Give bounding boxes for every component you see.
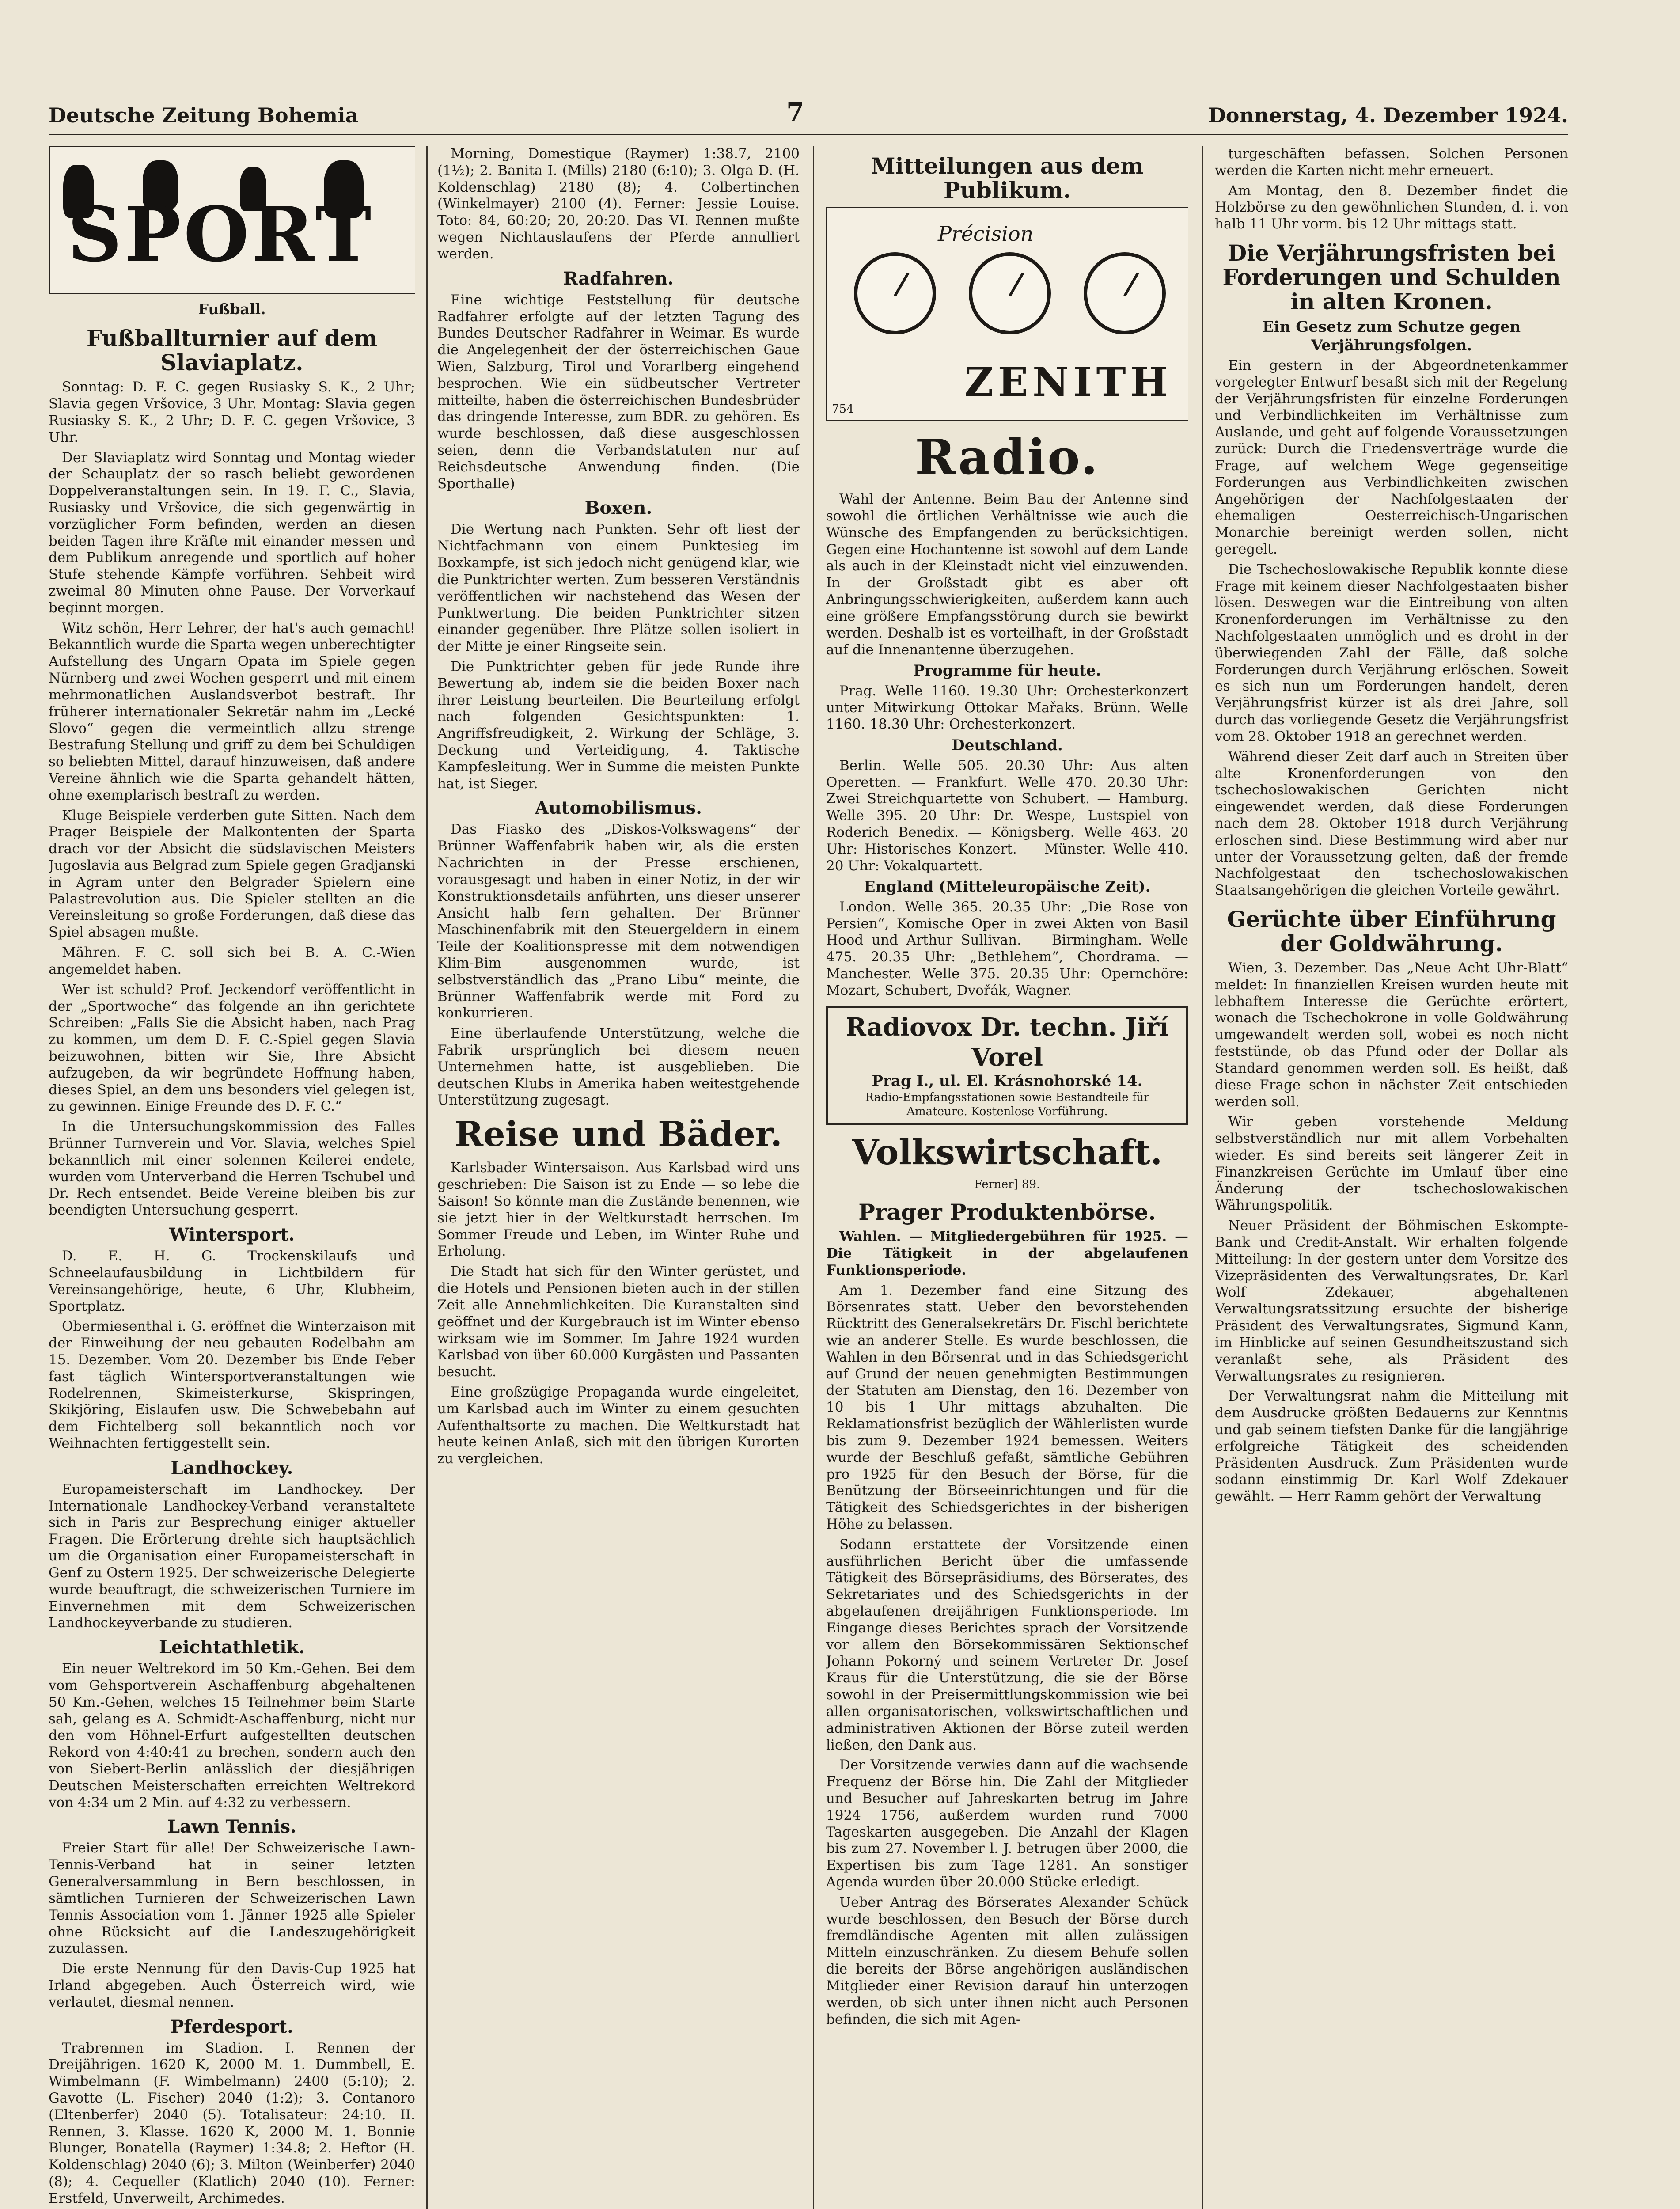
article-paragraph: Morning, Domestique (Raymer) 1:38.7, 2100 (1½); 2. Banita I. (Mills) 2180 (6:10); 3. Olga D. (H. Koldenschlag) 2180 (8); 4. Colbertinchen (Winkelmayer) 2100 (4). Ferner: Jessie Louise. Toto: 84, 60:20; 20, 20:20. Das VI. Rennen mußte wegen Nichtauslaufens der Pferde annulliert werden. [437, 146, 800, 262]
article-paragraph: Neuer Präsident der Böhmischen Eskompte-Bank und Credit-Anstalt. Wir erhalten folgende Mitteilung: In der gestern unter dem Vorsitze des Vizepräsidenten des Verwaltungsrates, Dr. Karl Wolf Zdekauer, abgehaltenen Verwaltungsratssitzung ersuchte der bisherige Präsident des Verwaltungsrates, Sigmund Kann, im Hinblicke auf seinen Gesundheitszustand sich veranlaßt sehe, als Präsident des Verwaltungsrates zu resignieren. [1215, 1218, 1568, 1384]
section-heading: Fußball. [198, 300, 266, 318]
article-paragraph: Ueber Antrag des Börserates Alexander Schück wurde beschlossen, den Besuch der Börse durch fremdländische Agenten mit allen zulässigen Mitteln einzuschränken. Zu diesem Behufe sollen die bereits der Börse angehörigen ausländischen Mitglieder einer Revision darauf hin unterzogen werden, ob sich unter ihnen nicht auch Personen befinden, die sich mit Agen- [826, 1894, 1188, 2027]
subheading: Ein Gesetz zum Schutze gegen Verjährungsfolgen. [1262, 318, 1521, 354]
article-paragraph: Freier Start für alle! Der Schweizerische Lawn-Tennis-Verband hat in seiner letzten Generalversammlung in Bern beschlossen, in sämtlichen Turnieren der Schweizerischen Lawn Tennis Association vom 1. Jänner 1925 alle Spieler ohne Rücksicht auf die Landeszugehörigkeit zuzulassen. [49, 1840, 415, 1957]
ad-title: Radiovox Dr. techn. Jiří Vorel [846, 1012, 1169, 1072]
article-headline: Fußballturnier auf dem Slaviaplatz. [86, 325, 378, 376]
article-paragraph: Karlsbader Wintersaison. Aus Karlsbad wird uns geschrieben: Die Saison ist zu Ende — so lebe die Saison! So könnte man die Zustände benennen, wie sie jetzt hier in der Weltkurstadt herrschen. Im Sommer Freude und Leben, im Winter Ruhe und Erholung. [437, 1160, 800, 1260]
article-headline: Gerüchte über Einführung der Goldwährung. [1227, 906, 1556, 956]
article-paragraph: Eine wichtige Feststellung für deutsche Radfahrer erfolgte auf der letzten Tagung des Bundes Deutscher Radfahrer in Weimar. Es wurde die Angelegenheit der der österreichischen Gaue Wien, Salzburg, Tirol und Vorarlberg eingehend besprochen. Wie ein südbeutscher Vertreter mitteilte, haben die österreichischen Bundesbrüder das dringende Interesse, zum BDR. zu gehören. Es wurde beschlossen, daß diese ausgeschlossen seien, denn die Verbandstatuten nur auf Reichsdeutsche Anwendung finden. (Die Sporthalle) [437, 292, 800, 492]
column-sport [49, 146, 415, 2209]
article-paragraph: Berlin. Welle 505. 20.30 Uhr: Aus alten Operetten. — Frankfurt. Welle 470. 20.30 Uhr: Zwei Streichquartette von Schubert. — Hamburg. Welle 395. 20 Uhr: Dr. Wespe, Lustspiel von Roderich Benedix. — Königsberg. Welle 463. 20 Uhr: Historisches Konzert. — Münster. Welle 410. 20 Uhr: Vokalquartett. [826, 757, 1188, 874]
article-paragraph: Am 1. Dezember fand eine Sitzung des Börsenrates statt. Ueber den bevorstehenden Rücktritt des Generalsekretärs Dr. Fischl berichtete wie an anderer Stelle. Es wurde beschlossen, die Wahlen in den Börsenrat und in das Schiedsgericht auf Grund der neuen genehmigten Bestimmungen der Statuten am Dienstag, den 16. Dezember von 10 bis 1 Uhr mittags abzuhalten. Die Reklamationsfrist bezüglich der Wählerlisten wurde bis zum 9. Dezember 1924 bemessen. Weiters wurde der Beschluß gefaßt, sämtliche Gebühren pro 1925 für den Besuch der Börse, für die Benützung der Börseeinrichtungen und für die Tätigkeit des Schiedsgerichtes in der bisherigen Höhe zu belassen. [826, 1282, 1188, 1532]
article-paragraph: Sonntag: D. F. C. gegen Rusiasky S. K., 2 Uhr; Slavia gegen Vršovice, 3 Uhr. Montag: Slavia gegen Rusiasky S. K., 2 Uhr; D. F. C. gegen Vršovice, 3 Uhr. [49, 379, 415, 445]
ad-number: 754 [832, 402, 854, 416]
article-paragraph: Während dieser Zeit darf auch in Streiten über alte Kronenforderungen von den tschechoslowakischen Gerichten nicht eingewendet werden, daß diese Forderungen nach dem 28. Oktober 1918 durch Verjährung erloschen sind. Diese Bestimmung wird aber nur unter der Voraussetzung gelten, daß der fremde Nachfolgestaat den tschechoslowakischen Staatsangehörigen die gleichen Vorteile gewährt. [1215, 748, 1568, 899]
watch-icon [1084, 252, 1166, 334]
ad-precision-label: Précision [938, 222, 1034, 246]
article-paragraph: Trabrennen im Stadion. I. Rennen der Dreijährigen. 1620 K, 2000 M. 1. Dummbell, E. Wimbelmann (F. Wimbelmann) 2400 (5:10); 2. Gavotte (L. Fischer) 2040 (1:2); 3. Contanoro (Eltenberfer) 2040 (5). Totalisateur: 24:10. II. Rennen, 3. Klasse. 1620 K, 2000 M. 1. Bonnie Blunger, Bonatella (Raymer) 1:34.8; 2. Heftor (H. Koldenschlag) 2040 (6); 3. Milton (Weinberfer) 2040 (8); 4. Cequeller (Klatlich) 2040 (10). Ferner: Erstfeld, Unverweilt, Archimedes. [49, 2040, 415, 2206]
article-paragraph: Der Vorsitzende verwies dann auf die wachsende Frequenz der Börse hin. Die Zahl der Mitglieder und Besucher auf Jahreskarten betrug im Jahre 1924 1756, außerdem wurden rund 7000 Tageskarten ausgegeben. Die Anzahl der Klagen bis zum 27. November l. J. betrugen über 2000, die Expertisen bis zum Tage 1281. An sonstiger Agenda wurden über 20.000 Stücke erledigt. [826, 1757, 1188, 1890]
article-paragraph: Eine großzügige Propaganda wurde eingeleitet, um Karlsbad auch im Winter zu einem gesuchten Aufenthaltsorte zu machen. Die Weltkurstadt hat heute keinen Anlaß, sich mit den übrigen Kurorten zu vergleichen. [437, 1384, 800, 1467]
article-paragraph: Die Wertung nach Punkten. Sehr oft liest der Nichtfachmann von einem Punktesieg im Boxkampfe, ist sich jedoch nicht genügend klar, wie die Punktrichter werten. Zum besseren Verständnis veröffentlichen wir nachstehend das Wesen der Punktwertung. Die beiden Punktrichter sitzen einander gegenüber. Ihre Plätze sollen isoliert in der Mitte je einer Ringseite sein. [437, 521, 800, 655]
watch-icon [969, 252, 1051, 334]
sport-banner [49, 146, 415, 294]
article-paragraph: Sodann erstattete der Vorsitzende einen ausführlichen Bericht über die umfassende Tätigkeit des Börsepräsidiums, des Börserates, des Sekretariates und des Schiedsgerichts in der abgelaufenen dreijährigen Funktionsperiode. Im Eingange dieses Berichtes sprach der Vorsitzende vor allem den Börsekommissären Sektionschef Johann Pokorný und seinem Vertreter Dr. Josef Kraus für die Unterstützung, die sie der Börse sowohl in der Preisermittlungskommission wie bei allen organisatorischen, volkswirtschaftlichen und administrativen Aktionen der Börse zuteil werden ließen, den Dank aus. [826, 1536, 1188, 1753]
article-paragraph: In die Untersuchungskommission des Falles Brünner Turnverein und Vor. Slavia, welches Spiel bekanntlich mit einer solennen Keilerei endete, wurden vom Unterverband die Herren Tschubel und Dr. Rech entsendet. Beide Vereine bleiben bis zur beendigten Untersuchung gesperrt. [49, 1119, 415, 1218]
article-headline: Prager Produktenbörse. [858, 1199, 1156, 1226]
column-rule [426, 146, 428, 2209]
article-paragraph: turgeschäften befassen. Solchen Personen werden die Karten nicht mehr erneuert. [1215, 146, 1568, 178]
article-headline: Die Verjährungsfristen bei Forderungen und Schulden in alten Kronen. [1222, 240, 1561, 315]
ad-text: Radio-Empfangsstationen sowie Bestandteile für Amateure. Kostenlose Vorführung. [865, 1090, 1149, 1118]
article-paragraph: Kluge Beispiele verderben gute Sitten. Nach dem Prager Beispiele der Malkontenten der Sparta drach vor der Absicht die südslavischen Meisters Jugoslavia aus Belgrad zum Spiele gegen Gradjanski in Agram unter den Belgrader Spielern eine Palastrevolution aus. Die Spieler stellten an die Vereinsleitung so große Forderungen, daß diese das Spiel absagen mußte. [49, 807, 415, 941]
section-heading: Lawn Tennis. [167, 1816, 296, 1837]
article-paragraph: Die Tschechoslowakische Republik konnte diese Frage mit keinem dieser Nachfolgestaaten bisher lösen. Deswegen war die Eintreibung von alten Kronenforderungen im Verhältnisse zu den Nachfolgestaaten unmöglich und es droht in der überwiegenden Zahl der Fälle, daß solche Forderungen durch Verjährung erlöschen. Soweit es sich nun um Forderungen handelt, deren Verjährungsfrist kürzer ist als drei Jahre, soll durch das vorliegende Gesetz die Verjährungsfrist vom 28. Oktober 1918 an gerechnet werden. [1215, 561, 1568, 744]
article-paragraph: Wien, 3. Dezember. Das „Neue Acht Uhr-Blatt“ meldet: In finanziellen Kreisen wurden heute mit lebhaftem Interesse die Gerüchte erörtert, wonach die Tschechokrone in volle Goldwährung umgewandelt werden soll, wobei es noch nicht feststünde, ob das Pfund oder der Dollar als Standard genommen werden soll. Es heißt, daß diese Frage schon in nächster Zeit entschieden werden soll. [1215, 960, 1568, 1110]
article-paragraph: Europameisterschaft im Landhockey. Der Internationale Landhockey-Verband veranstaltete sich in Paris zur Besprechung einiger aktueller Fragen. Die Erörterung drehte sich hauptsächlich um die Organisation einer Europameisterschaft in Genf zu Ostern 1925. Der schweizerische Delegierte wurde beauftragt, die schweizerischen Turniere im Einvernehmen mit dem Schweizerischen Landhockeyverbande zu studieren. [49, 1481, 415, 1631]
article-paragraph: Wer ist schuld? Prof. Jeckendorf veröffentlicht in der „Sportwoche“ das folgende an ihn gerichtete Schreiben: „Falls Sie die Absicht haben, nach Prag zu kommen, um dem D. F. C.-Spiel gegen Slavia beizuwohnen, bitten wir Sie, Ihre Absicht aufzugeben, da wir begründete Hoffnung haben, dieses Spiel, an dem uns besonders viel gelegen ist, zu gewinnen. Einige Freunde des D. F. C.“ [49, 981, 415, 1115]
section-heading: Pferdesport. [171, 2016, 293, 2037]
article-paragraph: Das Fiasko des „Diskos-Volkswagens“ der Brünner Waffenfabrik haben wir, als die ersten Nachrichten in der Presse erschienen, vorausgesagt und haben in einer Notiz, in der wir Konstruktionsdetails anführten, uns dieser unserer Ansicht halb fern gehalten. Der Brünner Maschinenfabrik mit den Steuergeldern in einem Teile der Koalitionspresse mit dem notwendigen Klim-Bim ausgenommen wurde, ist selbstverständlich das „Prano Libu“ meinte, die Brünner Waffenfabrik werde mit Ford zu konkurrieren. [437, 821, 800, 1021]
subheading: Deutschland. [952, 736, 1063, 755]
article-paragraph: Mähren. F. C. soll sich bei B. A. C.-Wien angemeldet haben. [49, 945, 415, 977]
section-heading: Automobilismus. [535, 797, 702, 819]
article-paragraph: Die erste Nennung für den Davis-Cup 1925 hat Irland abgegeben. Auch Österreich wird, wie verlautet, diesmal nennen. [49, 1961, 415, 2010]
article-paragraph: Eine überlaufende Unterstützung, welche die Fabrik ursprünglich bei diesem neuen Unternehmen hatte, ist ausgeblieben. Die deutschen Klubs in Amerika haben weitestgehende Unterstützung zugesagt. [437, 1025, 800, 1108]
article-paragraph: Witz schön, Herr Lehrer, der hat's auch gemacht! Bekanntlich wurde die Sparta wegen unberechtigter Aufstellung des Ungarn Opata im Spiele gegen Nürnberg und zwei Wochen gesperrt und mit einem mehrmonatlichen Auslandsverbot bestraft. Ihr früherer internationaler Sekretär nahm im „Lecké Slovo“ gegen die vermeintlich allzu strenge Bestrafung Stellung und griff zu dem bei Schuldigen so beliebten Mittel, darauf hinzuweisen, daß andere Vereine ähnlich wie die Sparta gehandelt hätten, ohne exemplarisch bestraft zu werden. [49, 620, 415, 803]
newspaper-page [49, 97, 1568, 2209]
masthead [49, 97, 1568, 135]
ad-address: Prag I., ul. El. Krásnohorské 14. [872, 1072, 1143, 1090]
ad-brand-name: ZENITH [964, 359, 1172, 406]
subheading: Ferner] 89. [974, 1178, 1040, 1192]
column-sport-continued [437, 146, 800, 2209]
zenith-advertisement [826, 207, 1188, 421]
section-heading: Boxen. [584, 497, 652, 519]
article-lead: Wahlen. — Mitgliedergebühren für 1925. — Die Tätigkeit in der abgelaufenen Funktionsperiode. [826, 1229, 1188, 1278]
section-headline: Volkswirtschaft. [852, 1132, 1163, 1173]
article-headline: Radio. [915, 429, 1100, 486]
column-economy-continued [1215, 146, 1568, 2209]
section-heading: Radfahren. [563, 268, 674, 289]
section-heading: Landhockey. [171, 1457, 293, 1478]
paper-name: Deutsche Zeitung Bohemia [49, 103, 359, 127]
section-headline: Mitteilungen aus dem Publikum. [871, 153, 1144, 203]
radiovox-advertisement [826, 1006, 1188, 1126]
column-radio-economy [826, 146, 1188, 2209]
article-paragraph: Der Slaviaplatz wird Sonntag und Montag wieder der Schauplatz der so rasch beliebt gewordenen Doppelveranstaltungen sein. In 19. F. C., Slavia, Rusiasky und Vršovice, die sich gegenwärtig in vorzüglicher Form befinden, werden an diesen beiden Tagen ihre Kräfte mit einander messen und dem Publikum anregende und sportlich auf hoher Stufe stehende Kämpfe vorführen. Sehbeit wird zweimal 80 Minuten ohne Pause. Der Vorverkauf beginnt morgen. [49, 449, 415, 616]
article-paragraph: D. E. H. G. Trockenskilaufs und Schneelaufausbildung in Lichtbildern für Vereinsangehörige, heute, 6 Uhr, Klubheim, Sportplatz. [49, 1248, 415, 1314]
issue-date: Donnerstag, 4. Dezember 1924. [1208, 103, 1568, 127]
article-paragraph: Die Stadt hat sich für den Winter gerüstet, und die Hotels und Pensionen bieten auch in der stillen Zeit alle Annehmlichkeiten. Die Kuranstalten sind geöffnet und der Kurgebrauch ist im Winter ebenso wirksam wie im Sommer. Im Jahre 1924 wurden Karlsbad von über 60.000 Kurgästen und Passanten besucht. [437, 1264, 800, 1380]
article-paragraph: Wahl der Antenne. Beim Bau der Antenne sind sowohl die örtlichen Verhältnisse wie auch die Wünsche des Empfangenden zu berücksichtigen. Gegen eine Hochantenne ist sowohl auf dem Lande als auch in der Kleinstadt nicht viel einzuwenden. In der Großstadt gibt es aber oft Anbringungsschwierigkeiten, außerdem kann auch eine größere Empfangsstörung durch sie bewirkt werden. Deshalb ist es vorteilhaft, in der Großstadt auf die Innenantenne überzugehen. [826, 491, 1188, 658]
article-paragraph: Obermiesenthal i. G. eröffnet die Winterzaison mit der Einweihung der neu gebauten Rodelbahn am 15. Dezember. Vom 20. Dezember bis Ende Feber fast täglich Wintersportveranstaltungen wie Rodelrennen, Skimeisterkurse, Skispringen, Skikjöring, Eislaufen usw. Die Schwebebahn auf dem Fichtelberg soll bekanntlich noch vor Weihnachten fertiggestellt sein. [49, 1318, 415, 1451]
article-paragraph: Am Montag, den 8. Dezember findet die Holzbörse zu den gewöhnlichen Stunden, d. i. von halb 11 Uhr vorm. bis 12 Uhr mittags statt. [1215, 182, 1568, 232]
section-heading: Wintersport. [169, 1224, 295, 1245]
subheading: England (Mitteleuropäische Zeit). [864, 878, 1151, 896]
article-paragraph: Prag. Welle 1160. 19.30 Uhr: Orchesterkonzert unter Mitwirkung Ottokar Mařaks. Brünn. Welle 1160. 18.30 Uhr: Orchesterkonzert. [826, 683, 1188, 733]
article-paragraph: Ein gestern in der Abgeordnetenkammer vorgelegter Entwurf besaßt sich mit der Regelung der Verjährungsfristen für einzelne Forderungen und Verbindlichkeiten im Verhältnisse zum Auslande, und geht auf folgende Voraussetzungen zurück: Durch die Friedensverträge wurde die Frage, auf welchem Wege gegenseitige Forderungen aus Verbindlichkeiten zwischen Angehörigen der Nachfolgestaaten der ehemaligen Oesterreichisch-Ungarischen Monarchie bereinigt werden sollen, nicht geregelt. [1215, 357, 1568, 557]
article-paragraph: Der Verwaltungsrat nahm die Mitteilung mit dem Ausdrucke größten Bedauerns zur Kenntnis und gab seinem tiefsten Danke für die langjährige erfolgreiche Tätigkeit des scheidenden Präsidenten Ausdruck. Zum Präsidenten wurde sodann einstimmig Dr. Karl Wolf Zdekauer gewählt. — Herr Ramm gehört der Verwaltung [1215, 1388, 1568, 1505]
page-number: 7 [786, 97, 804, 127]
column-rule [1202, 146, 1203, 2209]
section-heading: Leichtathletik. [159, 1637, 305, 1658]
subheading: Programme für heute. [913, 662, 1101, 680]
column-rule [813, 146, 814, 2209]
article-paragraph: Die Punktrichter geben für jede Runde ihre Bewertung ab, indem sie die beiden Boxer nach ihrer Leistung beurteilen. Die Beurteilung erfolgt nach folgenden Gesichtspunkten: 1. Angriffsfreudigkeit, 2. Wirkung der Schläge, 3. Deckung und Verteidigung, 4. Taktische Kampfesleitung. Wer in Summe die meisten Punkte hat, ist Sieger. [437, 658, 800, 792]
article-headline: Reise und Bäder. [455, 1114, 782, 1155]
article-paragraph: Ein neuer Weltrekord im 50 Km.-Gehen. Bei dem vom Gehsportverein Aschaffenburg abgehaltenen 50 Km.-Gehen, welches 15 Teilnehmer beim Starte sah, gelang es A. Schmidt-Aschaffenburg, nicht nur den vom Höhnel-Erfurt aufgestellten deutschen Rekord von 4:40:41 zu brechen, sondern auch den von Siebert-Berlin anlässlich der diesjährigen Deutschen Meisterschaften erreichten Weltrekord von 4:34 um 2 Min. auf 4:32 zu verbessern. [49, 1661, 415, 1810]
watch-icon [854, 252, 936, 334]
sport-banner-word: SPORT [68, 190, 374, 279]
article-paragraph: Wir geben vorstehende Meldung selbstverständlich nur mit allem Vorbehalten wieder. Es sind bereits seit längerer Zeit in Finanzkreisen Gerüchte im Umlauf über eine Änderung der tschechoslowakischen Währungspolitik. [1215, 1114, 1568, 1214]
article-paragraph: London. Welle 365. 20.35 Uhr: „Die Rose von Persien“, Komische Oper in zwei Akten von Basil Hood und Arthur Sullivan. — Birmingham. Welle 475. 20.35 Uhr: „Bethlehem“, Chordrama. — Manchester. Welle 375. 20.35 Uhr: Opernchöre: Mozart, Schubert, Dvořák, Wagner. [826, 899, 1188, 998]
